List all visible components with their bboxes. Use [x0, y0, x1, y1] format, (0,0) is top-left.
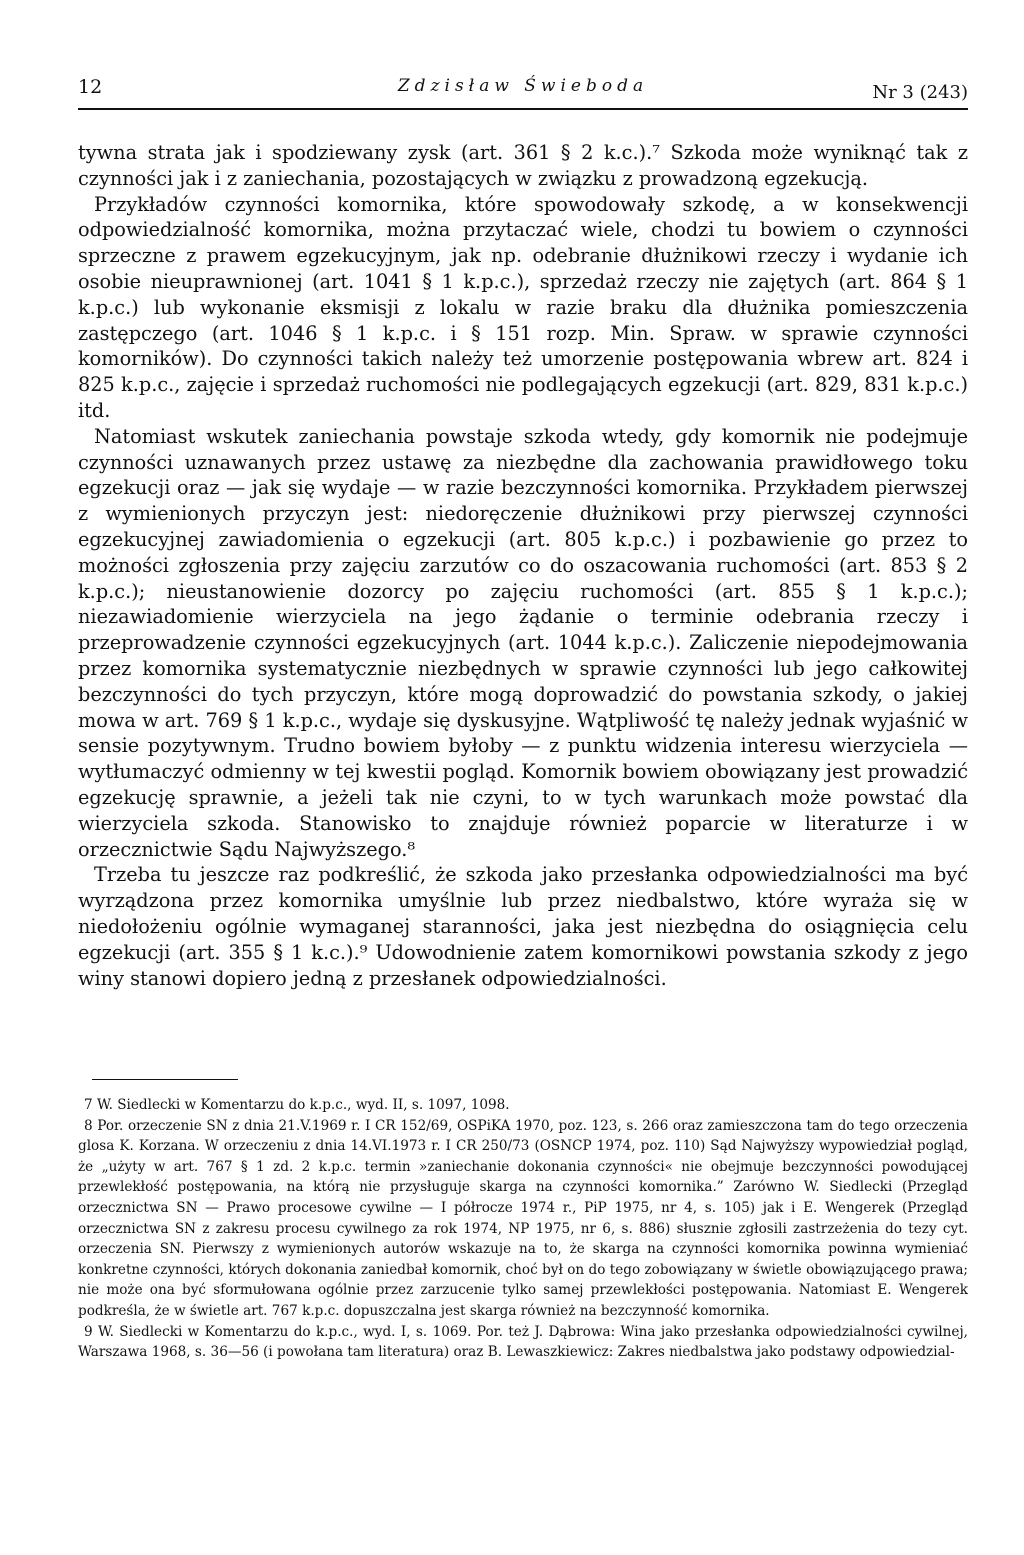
running-title: Zdzisław Świeboda [397, 76, 649, 96]
paragraph: tywna strata jak i spodziewany zysk (art. 361 § 2 k.c.).⁷ Szkoda może wyniknąć tak z czynności jak i z zaniechania, pozostających w związku z prowadzoną egzekucją. [78, 141, 968, 190]
footnote-separator [92, 1079, 238, 1080]
page-number: 12 [78, 76, 103, 98]
paragraph: Przykładów czynności komornika, które spowodowały szkodę, a w konsekwencji odpowiedzialność komornika, można przytaczać wiele, chodzi tu bowiem o czynności sprzeczne z prawem egzekucyjnym, jak np. odebranie dłużnikowi rzeczy i wydanie ich osobie nieuprawnionej (art. 1041 § 1 k.p.c.), sprzedaż rzeczy nie zajętych (art. 864 § 1 k.p.c.) lub wykonanie eksmisji z lokalu w razie braku dla dłużnika pomieszczenia zastępczego (art. 1046 § 1 k.p.c. i § 151 rozp. Min. Spraw. w sprawie czynności komorników). Do czynności takich należy też umorzenie postępowania wbrew art. 824 i 825 k.p.c., zajęcie i sprzedaż ruchomości nie podlegających egzekucji (art. 829, 831 k.p.c.) itd. [78, 192, 968, 422]
footnote: 7 W. Siedlecki w Komentarzu do k.p.c., wyd. II, s. 1097, 1098. [84, 1097, 510, 1113]
main-text [78, 140, 968, 991]
footnotes [78, 1095, 968, 1363]
paragraph: Natomiast wskutek zaniechania powstaje szkoda wtedy, gdy komornik nie podejmuje czynności uznawanych przez ustawę za niezbędne dla zachowania prawidłowego toku egzekucji oraz — jak się wydaje — w razie bezczynności komornika. Przykładem pierwszej z wymienionych przyczyn jest: niedoręczenie dłużnikowi przy pierwszej czynności egzekucyjnej zawiadomienia o egzekucji (art. 805 k.p.c.) i pozbawienie go przez to możności zgłoszenia przy zajęciu zarzutów co do oszacowania ruchomości (art. 853 § 2 k.p.c.); nieustanowienie dozorcy po zajęciu ruchomości (art. 855 § 1 k.p.c.); niezawiadomienie wierzyciela na jego żądanie o terminie odebrania rzeczy i przeprowadzenie czynności egzekucyjnych (art. 1044 k.p.c.). Zaliczenie niepodejmowania przez komornika systematycznie niezbędnych w sprawie czynności lub jego całkowitej bezczynności do tych przyczyn, które mogą doprowadzić do powstania szkody, o jakiej mowa w art. 769 § 1 k.p.c., wydaje się dyskusyjne. Wątpliwość tę należy jednak wyjaśnić w sensie pozytywnym. Trudno bowiem byłoby — z punktu widzenia interesu wierzyciela — wytłumaczyć odmienny w tej kwestii pogląd. Komornik bowiem obowiązany jest prowadzić egzekucję sprawnie, a jeżeli tak nie czyni, to w tych warunkach może powstać dla wierzyciela szkoda. Stanowisko to znajduje również poparcie w literaturze i w orzecznictwie Sądu Najwyższego.⁸ [78, 424, 968, 861]
footnote: 9 W. Siedlecki w Komentarzu do k.p.c., wyd. I, s. 1069. Por. też J. Dąbrowa: Wina jako przesłanka odpowiedzialności cywilnej, Warszawa 1968, s. 36—56 (i powołana tam literatura) oraz B. Lewaszkiewicz: Zakres niedbalstwa jako podstawy odpowiedzial- [78, 1323, 968, 1361]
page-header [78, 72, 968, 110]
paragraph: Trzeba tu jeszcze raz podkreślić, że szkoda jako przesłanka odpowiedzialności ma być wyrządzona przez komornika umyślnie lub przez niedbalstwo, które wyraża się w niedołożeniu ogólnie wymaganej staranności, jaka jest niezbędna do osiągnięcia celu egzekucji (art. 355 § 1 k.c.).⁹ Udowodnienie zatem komornikowi powstania szkody z jego winy stanowi dopiero jedną z przesłanek odpowiedzialności. [78, 863, 968, 990]
issue-number: Nr 3 (243) [872, 82, 968, 103]
footnote: 8 Por. orzeczenie SN z dnia 21.V.1969 r. I CR 152/69, OSPiKA 1970, poz. 123, s. 266 oraz zamieszczona tam do tego orzeczenia glosa K. Korzana. W orzeczeniu z dnia 14.VI.1973 r. I CR 250/73 (OSNCP 1974, poz. 110) Sąd Najwyższy wypowiedział pogląd, że „użyty w art. 767 § 1 zd. 2 k.p.c. termin »zaniechanie dokonania czynności« nie obejmuje bezczynności powodującej przewlekłość postępowania, na którą nie przysługuje skarga na czynności komornika.” Zarówno W. Siedlecki (Przegląd orzecznictwa SN — Prawo procesowe cywilne — I półrocze 1974 r., PiP 1975, nr 4, s. 105) jak i E. Wengerek (Przegląd orzecznictwa SN z zakresu procesu cywilnego za rok 1974, NP 1975, nr 6, s. 886) słusznie zgłosili zastrzeżenia do tezy cyt. orzeczenia SN. Pierwszy z wymienionych autorów wskazuje na to, że skarga na czynności komornika powinna wymieniać konkretne czynności, których dokonania zaniedbał komornik, choć był on do tego zobowiązany w świetle obowiązującego prawa; nie może ona być sformułowana ogólnie przez zarzucenie tylko samej przewlekłości postępowania. Natomiast E. Wengerek podkreśla, że w świetle art. 767 k.p.c. dopuszczalna jest skarga również na bezczynność komornika. [78, 1117, 968, 1319]
